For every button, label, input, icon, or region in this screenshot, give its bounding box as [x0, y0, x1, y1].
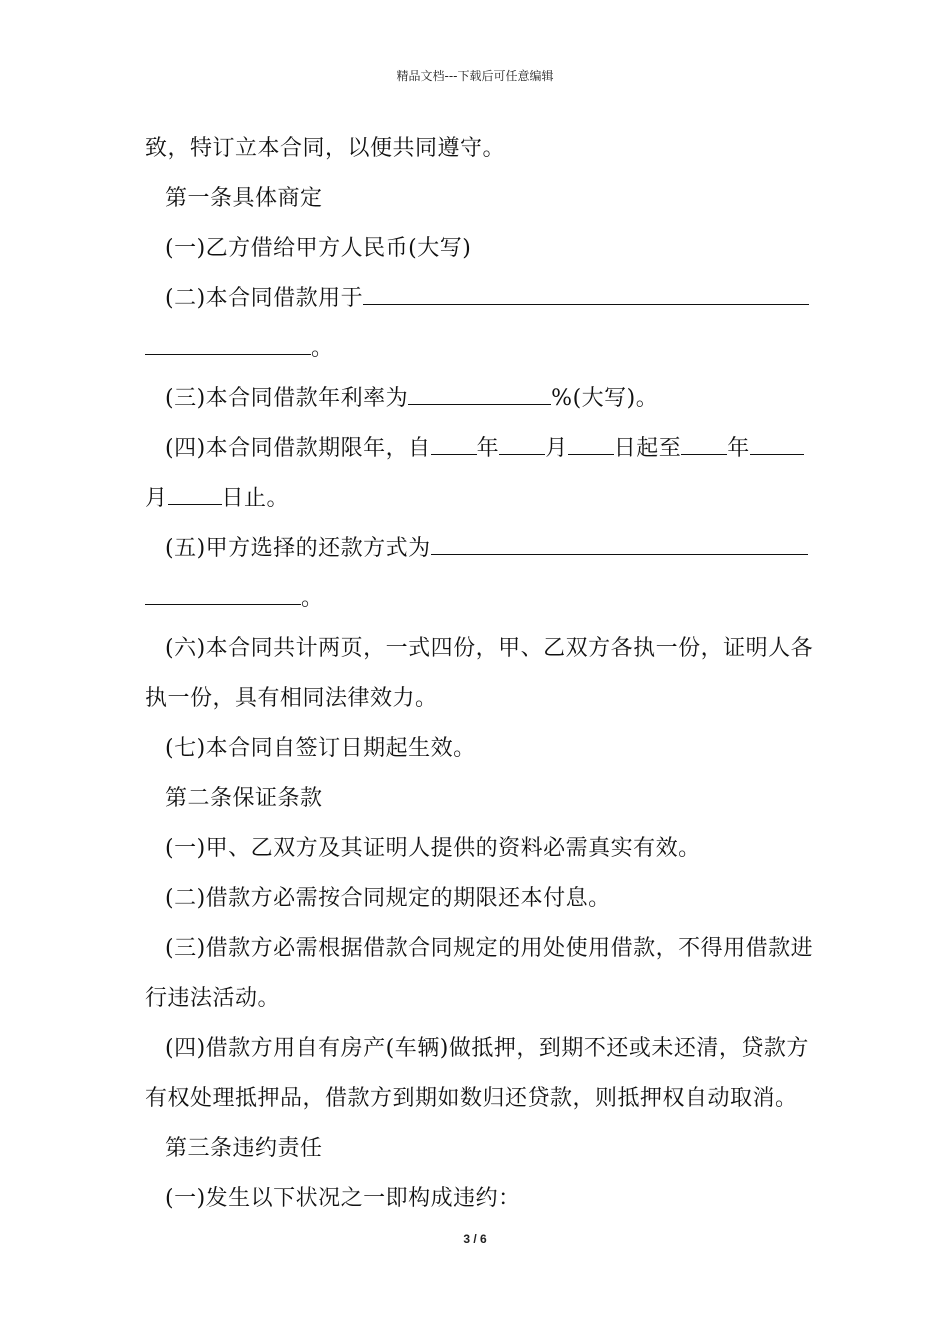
- fill-blank[interactable]: [431, 434, 477, 455]
- paragraph-line: (二)借款方必需按合同规定的期限还本付息。: [165, 886, 611, 911]
- paragraph-line: (四)借款方用自有房产(车辆)做抵押，到期不还或未还清，贷款方: [165, 1036, 809, 1061]
- clause-text: 月: [145, 486, 168, 511]
- clause-text: 月: [545, 436, 568, 461]
- fill-blank[interactable]: [408, 384, 551, 405]
- fill-blank[interactable]: [568, 434, 614, 455]
- paragraph-line: 有权处理抵押品，借款方到期如数归还贷款，则抵押权自动取消。: [145, 1086, 798, 1111]
- clause-continuation: [145, 584, 810, 614]
- fill-blank[interactable]: [145, 584, 301, 605]
- fill-blank[interactable]: [431, 534, 808, 555]
- paragraph-line: 致，特订立本合同，以便共同遵守。: [145, 136, 506, 161]
- clause-text: 。: [311, 336, 334, 361]
- paragraph-line: 行违法活动。: [145, 986, 281, 1011]
- paragraph-line: (七)本合同自签订日期起生效。: [165, 736, 476, 761]
- clause-continuation: [145, 484, 810, 514]
- clause-continuation: [145, 334, 810, 364]
- clause-text: (五)甲方选择的还款方式为: [165, 536, 431, 561]
- clause-text: 日止。: [221, 486, 290, 511]
- section-heading: 第一条具体商定: [165, 186, 323, 211]
- clause-repayment-method: [165, 534, 830, 564]
- clause-text: 日起至: [613, 436, 682, 461]
- paragraph-line: (六)本合同共计两页，一式四份，甲、乙双方各执一份，证明人各: [165, 636, 814, 661]
- paragraph-line: (一)发生以下状况之一即构成违约：: [165, 1186, 521, 1211]
- paragraph-line: (一)甲、乙双方及其证明人提供的资料必需真实有效。: [165, 836, 701, 861]
- clause-text: (二)本合同借款用于: [165, 286, 364, 311]
- paragraph-line: 执一份，具有相同法律效力。: [145, 686, 438, 711]
- clause-text: 。: [301, 586, 324, 611]
- clause-text: %(大写)。: [551, 386, 659, 411]
- page-header: 精品文档---下载后可任意编辑: [396, 69, 554, 83]
- fill-blank[interactable]: [750, 434, 804, 455]
- page-number: 3 / 6: [463, 1232, 487, 1246]
- fill-blank[interactable]: [363, 284, 809, 305]
- clause-loan-term: [165, 434, 830, 464]
- section-heading: 第三条违约责任: [165, 1136, 323, 1161]
- fill-blank[interactable]: [168, 484, 222, 505]
- paragraph-line: (三)借款方必需根据借款合同规定的用处使用借款，不得用借款进: [165, 936, 814, 961]
- section-heading: 第二条保证条款: [165, 786, 323, 811]
- paragraph-line: (一)乙方借给甲方人民币(大写): [165, 236, 472, 261]
- clause-text: 年: [476, 436, 500, 461]
- clause-text: (三)本合同借款年利率为: [165, 386, 409, 411]
- fill-blank[interactable]: [499, 434, 545, 455]
- clause-text: 年: [727, 436, 750, 461]
- clause-text: (四)本合同借款期限年，自: [165, 436, 431, 461]
- clause-loan-purpose: [165, 284, 830, 314]
- clause-interest-rate: [165, 384, 830, 414]
- fill-blank[interactable]: [681, 434, 727, 455]
- fill-blank[interactable]: [145, 334, 311, 355]
